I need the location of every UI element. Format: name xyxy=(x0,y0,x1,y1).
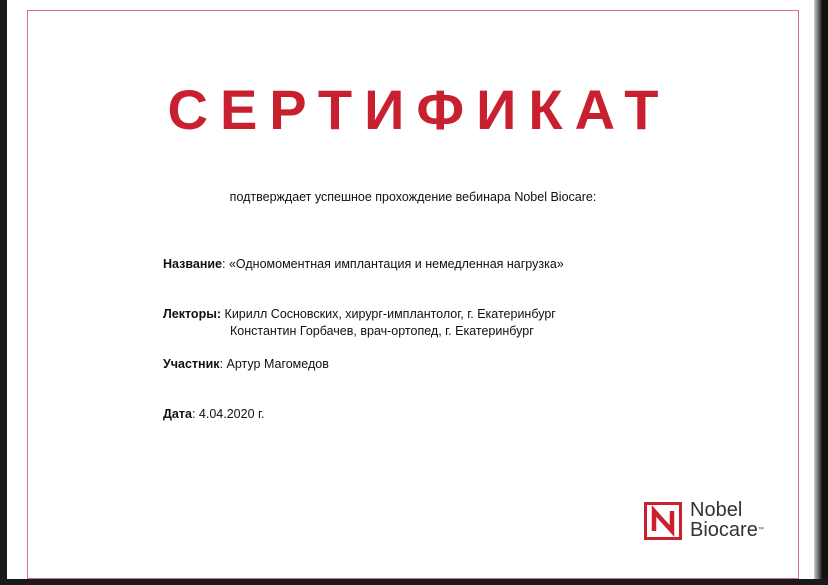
logo-line2: Biocare xyxy=(690,519,758,541)
date-label: Дата xyxy=(163,407,192,421)
logo-wordmark xyxy=(690,500,764,540)
scan-edge-right xyxy=(814,0,828,585)
scan-edge-left xyxy=(0,0,7,585)
date-separator: : xyxy=(191,407,196,421)
date-row xyxy=(163,406,265,423)
scan-edge-bottom xyxy=(0,579,828,585)
certificate-title: СЕРТИФИКАТ xyxy=(167,78,671,141)
lecturers-label: Лекторы: xyxy=(163,307,222,321)
participant-row xyxy=(163,356,329,373)
participant-value: Артур Магомедов xyxy=(226,357,329,371)
logo-line2-wrap xyxy=(690,520,764,540)
participant-label: Участник xyxy=(163,357,220,371)
webinar-name-value: «Одномоментная имплантация и немедленная нагрузка» xyxy=(228,257,564,271)
nobel-biocare-n-mark-icon xyxy=(644,502,682,540)
webinar-name-separator: : xyxy=(222,257,226,271)
lecturer-2: Константин Горбачев, врач-ортопед, г. Екатеринбург xyxy=(230,324,534,338)
lecturers-row xyxy=(163,306,556,340)
logo-trademark: ™ xyxy=(757,527,764,533)
nobel-biocare-logo xyxy=(644,500,774,544)
certificate-subtitle: подтверждает успешное прохождение вебинара Nobel Biocare: xyxy=(229,190,597,204)
participant-separator: : xyxy=(219,357,224,371)
webinar-name-label: Название xyxy=(163,257,223,271)
date-value: 4.04.2020 г. xyxy=(198,407,265,421)
webinar-name-row xyxy=(163,256,564,273)
lecturer-1: Кирилл Сосновских, хирург-имплантолог, г. Екатеринбург xyxy=(224,307,556,321)
logo-line1: Nobel xyxy=(690,499,743,521)
